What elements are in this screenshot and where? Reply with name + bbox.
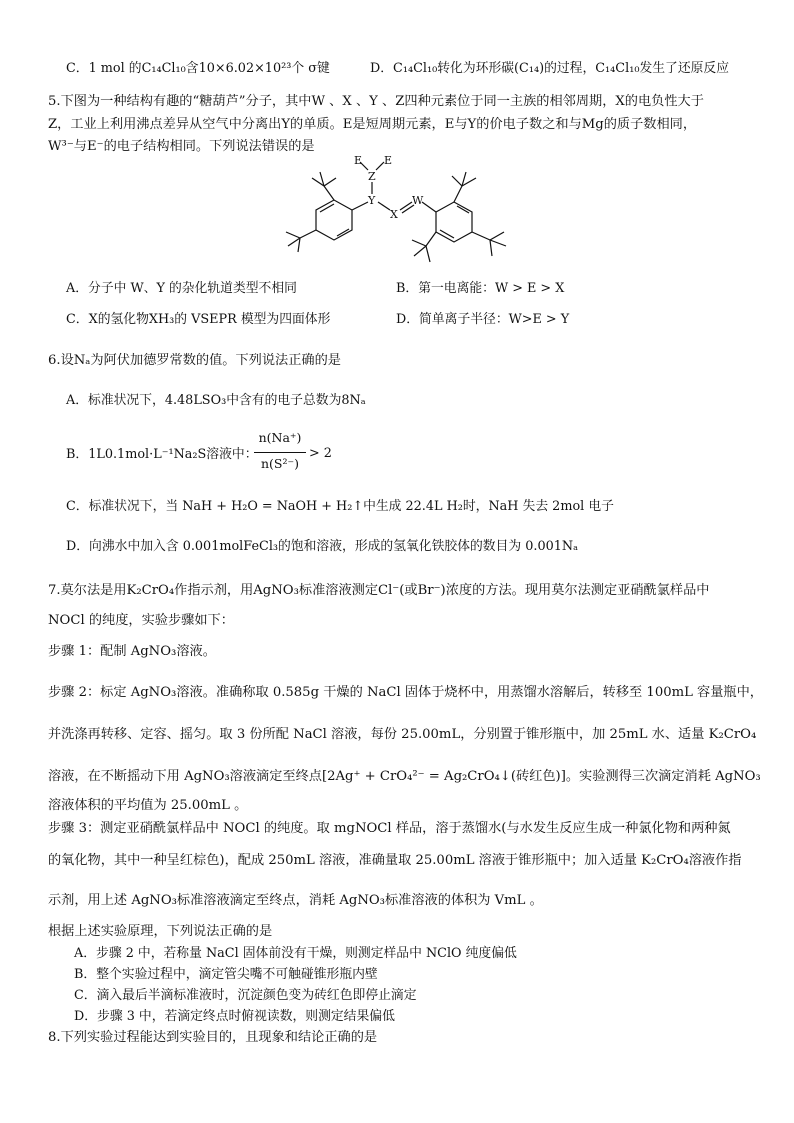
q5-option-d: D．简单离子半径：W>E > Y xyxy=(396,312,570,327)
q6-option-a: A．标准状况下，4.48LSO₃中含有的电子总数为8Nₐ xyxy=(66,393,366,408)
q6-option-b-suffix: > 2 xyxy=(309,446,332,461)
q7-stem-line2: NOCl 的纯度，实验步骤如下： xyxy=(48,613,234,628)
q8-stem: 8.下列实验过程能达到实验目的，且现象和结论正确的是 xyxy=(48,1030,378,1045)
atom-label-e1: E xyxy=(354,154,363,167)
q7-step2-line3: 溶液，在不断摇动下用 AgNO₃溶液滴定至终点[2Ag⁺ + CrO₄²⁻ = Ag₂CrO₄↓(砖红色)]。实验测得三次滴定消耗 AgNO₃ xyxy=(48,769,761,784)
q6-option-b-denominator: n(S²⁻) xyxy=(261,456,299,471)
q6-option-c: C．标准状况下，当 NaH + H₂O = NaOH + H₂↑中生成 22.4L H₂时，NaH 失去 2mol 电子 xyxy=(66,499,614,514)
q7-option-a: A．步骤 2 中，若称量 NaCl 固体前没有干燥，则测定样品中 NClO 纯度偏低 xyxy=(74,946,517,961)
q4-option-c: C．1 mol 的C₁₄Cl₁₀含10×6.02×10²³个 σ键 xyxy=(66,61,330,76)
q7-step2-line2: 并洗涤再转移、定容、摇匀。取 3 份所配 NaCl 溶液，每份 25.00mL，分别置于锥形瓶中，加 25mL 水、适量 K₂CrO₄ xyxy=(48,727,757,742)
q7-option-c: C．滴入最后半滴标准液时，沉淀颜色变为砖红色即停止滴定 xyxy=(74,988,417,1003)
q6-stem: 6.设Nₐ为阿伏加德罗常数的值。下列说法正确的是 xyxy=(48,353,341,368)
q4-option-d: D．C₁₄Cl₁₀转化为环形碳(C₁₄)的过程，C₁₄Cl₁₀发生了还原反应 xyxy=(370,61,730,76)
q5-stem-line1: 5.下图为一种结构有趣的“糖葫芦”分子，其中W 、X 、Y 、Z四种元素位于同一主族的相邻周期，X的电负性大于 xyxy=(48,94,704,109)
q7-step1: 步骤 1：配制 AgNO₃溶液。 xyxy=(48,644,216,659)
q7-step3-line1: 步骤 3：测定亚硝酰氯样品中 NOCl 的纯度。取 mgNOCl 样品，溶于蒸馏水(与水发生反应生成一种氯化物和两种氮 xyxy=(48,821,731,836)
fraction-bar xyxy=(254,452,306,453)
q7-question: 根据上述实验原理，下列说法正确的是 xyxy=(48,924,273,939)
q6-option-b-prefix: B．1L0.1mol·L⁻¹Na₂S溶液中： xyxy=(66,447,258,462)
q5-option-b: B．第一电离能：W > E > X xyxy=(396,281,565,296)
q7-step3-line2: 的氧化物，其中一种呈红棕色)，配成 250mL 溶液，准确量取 25.00mL 溶液于锥形瓶中；加入适量 K₂CrO₄溶液作指 xyxy=(48,853,742,868)
q5-stem-line2: Z，工业上利用沸点差异从空气中分离出Y的单质。E是短周期元素，E与Y的价电子数之和与Mg的质子数相同， xyxy=(48,117,697,132)
q5-option-a: A．分子中 W、Y 的杂化轨道类型不相同 xyxy=(66,281,297,296)
q5-stem-line3: W³⁻与E⁻的电子结构相同。下列说法错误的是 xyxy=(48,139,315,154)
q7-step2-line4: 溶液体积的平均值为 25.00mL 。 xyxy=(48,798,248,813)
atom-label-z: Z xyxy=(368,170,376,183)
q5-option-c: C．X的氢化物XH₃的 VSEPR 模型为四面体形 xyxy=(66,312,331,327)
atom-label-e2: E xyxy=(384,154,393,167)
q7-stem-line1: 7.莫尔法是用K₂CrO₄作指示剂，用AgNO₃标准溶液测定Cl⁻(或Br⁻)浓度的方法。现用莫尔法测定亚硝酰氯样品中 xyxy=(48,583,710,598)
atom-label-y: Y xyxy=(368,194,376,207)
left-benzene-ring xyxy=(316,200,352,240)
q6-option-b-numerator: n(Na⁺) xyxy=(258,430,302,445)
q7-step2-line1: 步骤 2：标定 AgNO₃溶液。准确称取 0.585g 干燥的 NaCl 固体于烧杯中，用蒸馏水溶解后，转移至 100mL 容量瓶中， xyxy=(48,685,763,700)
q7-step3-line3: 示剂，用上述 AgNO₃标准溶液滴定至终点，消耗 AgNO₃标准溶液的体积为 VmL 。 xyxy=(48,893,543,908)
q7-option-b: B．整个实验过程中，滴定管尖嘴不可触碰锥形瓶内壁 xyxy=(74,967,378,982)
q7-option-d: D．步骤 3 中，若滴定终点时俯视读数，则测定结果偏低 xyxy=(74,1009,395,1024)
q6-option-d: D．向沸水中加入含 0.001molFeCl₃的饱和溶液，形成的氢氧化铁胶体的数目为 0.001Nₐ xyxy=(66,539,579,554)
right-benzene-ring xyxy=(436,202,472,242)
q5-molecule-figure xyxy=(230,152,560,274)
atom-label-w: W xyxy=(412,194,424,207)
atom-label-x: X xyxy=(390,208,398,221)
